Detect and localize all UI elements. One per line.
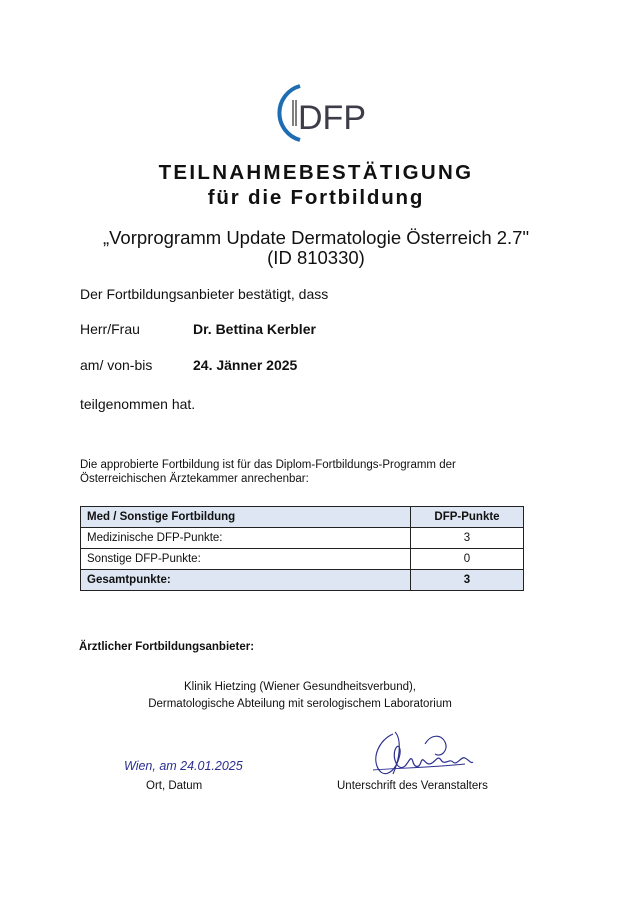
provider-line-1: Klinik Hietzing (Wiener Gesundheitsverbund), bbox=[183, 681, 417, 693]
table-total-row bbox=[81, 570, 524, 591]
course-id: (ID 810330) bbox=[267, 247, 365, 268]
approval-line-1: Die approbierte Fortbildung ist für das Diplom-Fortbildungs-Programm der bbox=[80, 459, 456, 471]
table-total-points: 3 bbox=[411, 570, 524, 591]
date-value: 24. Jänner 2025 bbox=[193, 357, 298, 373]
table-header-row bbox=[81, 507, 524, 528]
provider-heading: Ärztlicher Fortbildungsanbieter: bbox=[79, 641, 255, 653]
dfp-logo-text: DFP bbox=[298, 99, 366, 137]
certificate-subtitle: für die Fortbildung bbox=[207, 186, 425, 209]
table-row bbox=[81, 549, 524, 570]
table-cell-category: Medizinische DFP-Punkte: bbox=[81, 528, 411, 549]
participant-name: Dr. Bettina Kerbler bbox=[193, 321, 316, 337]
approval-line-2: Österreichischen Ärztekammer anrechenbar: bbox=[80, 473, 309, 485]
place-date-value: Wien, am 24.01.2025 bbox=[124, 759, 243, 773]
intro-text: Der Fortbildungsanbieter bestätigt, dass bbox=[80, 286, 329, 302]
closing-text: teilgenommen hat. bbox=[80, 396, 196, 412]
salutation-label: Herr/Frau bbox=[80, 321, 140, 337]
table-header-points: DFP-Punkte bbox=[411, 507, 524, 528]
table-cell-category: Sonstige DFP-Punkte: bbox=[81, 549, 411, 570]
dfp-points-table bbox=[80, 506, 524, 591]
certificate-title: TEILNAHMEBESTÄTIGUNG bbox=[158, 161, 474, 184]
table-header-category: Med / Sonstige Fortbildung bbox=[81, 507, 411, 528]
table-cell-points: 0 bbox=[411, 549, 524, 570]
table-cell-points: 3 bbox=[411, 528, 524, 549]
table-total-category: Gesamtpunkte: bbox=[81, 570, 411, 591]
place-date-label: Ort, Datum bbox=[146, 780, 203, 792]
provider-line-2: Dermatologische Abteilung mit serologischem Laboratorium bbox=[148, 698, 452, 710]
signature-label: Unterschrift des Veranstalters bbox=[337, 780, 488, 792]
date-label: am/ von-bis bbox=[80, 357, 153, 373]
table-row bbox=[81, 528, 524, 549]
course-name: „Vorprogramm Update Dermatologie Österreich 2.7" bbox=[102, 227, 530, 248]
signature-image bbox=[365, 728, 475, 784]
